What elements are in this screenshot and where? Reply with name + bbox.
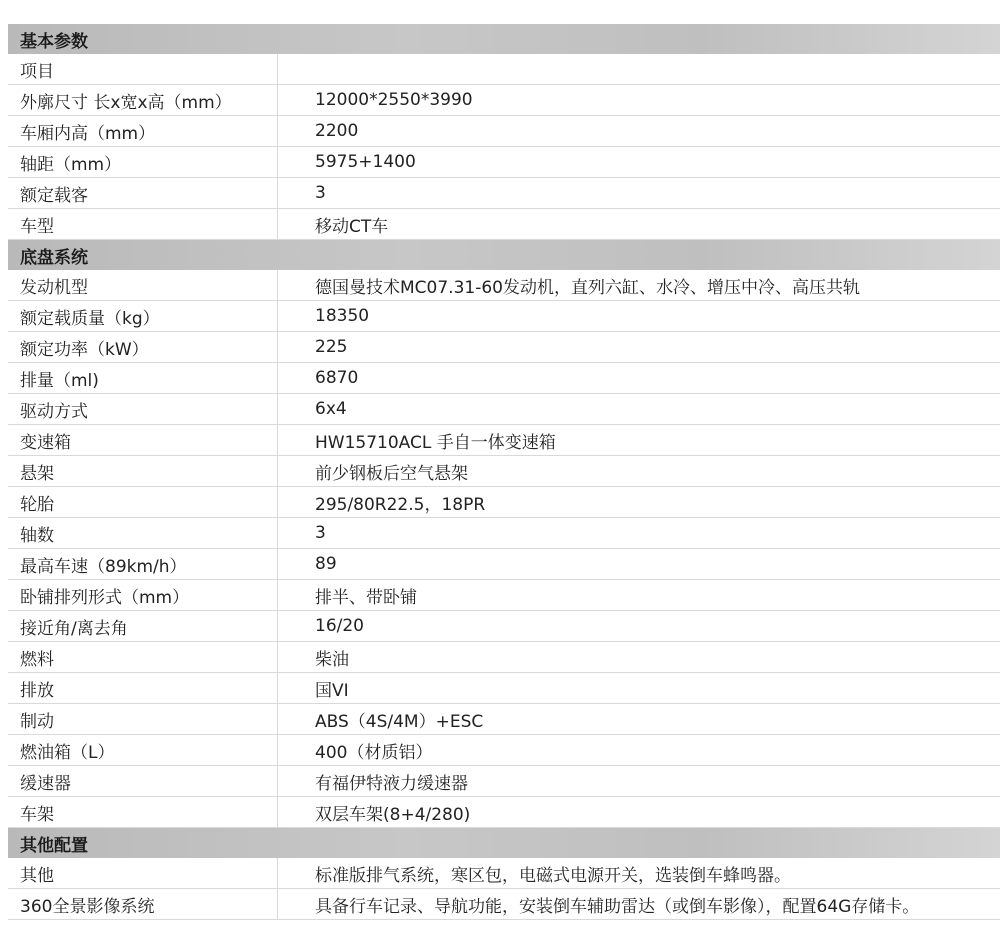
table-row xyxy=(8,797,1000,828)
row-label: 最高车速（89km/h） xyxy=(8,549,278,579)
row-value: 89 xyxy=(315,554,337,574)
table-row xyxy=(8,642,1000,673)
table-row xyxy=(8,178,1000,209)
table-row xyxy=(8,85,1000,116)
table-row xyxy=(8,487,1000,518)
table-row xyxy=(8,456,1000,487)
table-row xyxy=(8,889,1000,920)
row-label: 车型 xyxy=(8,209,278,239)
row-label: 轴距（mm） xyxy=(8,147,278,177)
row-value: 标准版排气系统，寒区包，电磁式电源开关，选装倒车蜂鸣器。 xyxy=(315,865,791,886)
table-row xyxy=(8,332,1000,363)
row-label: 发动机型 xyxy=(8,270,278,300)
row-value: HW15710ACL 手自一体变速箱 xyxy=(315,432,556,453)
table-row xyxy=(8,673,1000,704)
table-row xyxy=(8,611,1000,642)
table-row xyxy=(8,147,1000,178)
row-value: 6x4 xyxy=(315,399,347,419)
row-label: 制动 xyxy=(8,704,278,734)
row-value: 柴油 xyxy=(315,649,349,670)
row-label: 项目 xyxy=(8,54,278,84)
table-row xyxy=(8,209,1000,240)
row-value xyxy=(278,54,1000,84)
table-row xyxy=(8,704,1000,735)
row-label: 燃油箱（L） xyxy=(8,735,278,765)
spec-table xyxy=(8,24,1000,920)
row-label: 驱动方式 xyxy=(8,394,278,424)
row-value: 2200 xyxy=(315,121,359,141)
table-row xyxy=(8,270,1000,301)
row-value: 前少钢板后空气悬架 xyxy=(315,463,468,484)
row-label: 缓速器 xyxy=(8,766,278,796)
row-label: 车厢内高（mm） xyxy=(8,116,278,146)
row-value: 德国曼技术MC07.31-60发动机，直列六缸、水冷、增压中冷、高压共轨 xyxy=(315,277,860,298)
row-label: 排放 xyxy=(8,673,278,703)
section-header: 底盘系统 xyxy=(8,240,1000,270)
row-value: 12000*2550*3990 xyxy=(315,90,473,110)
row-value: 具备行车记录、导航功能，安装倒车辅助雷达（或倒车影像），配置64G存储卡。 xyxy=(315,896,920,917)
row-value: 225 xyxy=(315,337,348,357)
row-value: 有福伊特液力缓速器 xyxy=(315,773,468,794)
table-row xyxy=(8,363,1000,394)
table-row xyxy=(8,580,1000,611)
table-row xyxy=(8,425,1000,456)
section-header: 其他配置 xyxy=(8,828,1000,858)
row-value: 6870 xyxy=(315,368,359,388)
row-label: 车架 xyxy=(8,797,278,827)
row-value: 3 xyxy=(315,523,326,543)
row-value: 国VI xyxy=(315,680,349,701)
table-row xyxy=(8,116,1000,147)
row-label: 其他 xyxy=(8,858,278,888)
row-value: 双层车架(8+4/280) xyxy=(315,804,471,825)
row-label: 额定载客 xyxy=(8,178,278,208)
table-row xyxy=(8,549,1000,580)
row-label: 排量（ml) xyxy=(8,363,278,393)
row-label: 轮胎 xyxy=(8,487,278,517)
section-header: 基本参数 xyxy=(8,24,1000,54)
table-row xyxy=(8,858,1000,889)
row-value: 移动CT车 xyxy=(315,216,389,237)
table-row xyxy=(8,301,1000,332)
table-row xyxy=(8,54,1000,85)
row-value: 排半、带卧铺 xyxy=(315,587,417,608)
row-value: 400（材质铝） xyxy=(315,742,433,763)
row-label: 轴数 xyxy=(8,518,278,548)
row-value: 3 xyxy=(315,183,326,203)
table-row xyxy=(8,518,1000,549)
row-label: 外廓尺寸 长x宽x高（mm） xyxy=(8,85,278,115)
row-value: 18350 xyxy=(315,306,370,326)
table-row xyxy=(8,735,1000,766)
row-label: 卧铺排列形式（mm） xyxy=(8,580,278,610)
row-label: 360全景影像系统 xyxy=(8,889,278,919)
row-label: 额定载质量（kg） xyxy=(8,301,278,331)
row-label: 燃料 xyxy=(8,642,278,672)
row-label: 悬架 xyxy=(8,456,278,486)
table-row xyxy=(8,766,1000,797)
row-value: 5975+1400 xyxy=(315,152,416,172)
row-label: 额定功率（kW） xyxy=(8,332,278,362)
row-label: 变速箱 xyxy=(8,425,278,455)
row-value: 16/20 xyxy=(315,616,364,636)
row-value: ABS（4S/4M）+ESC xyxy=(315,711,484,732)
table-row xyxy=(8,394,1000,425)
row-label: 接近角/离去角 xyxy=(8,611,278,641)
row-value: 295/80R22.5，18PR xyxy=(315,494,486,515)
